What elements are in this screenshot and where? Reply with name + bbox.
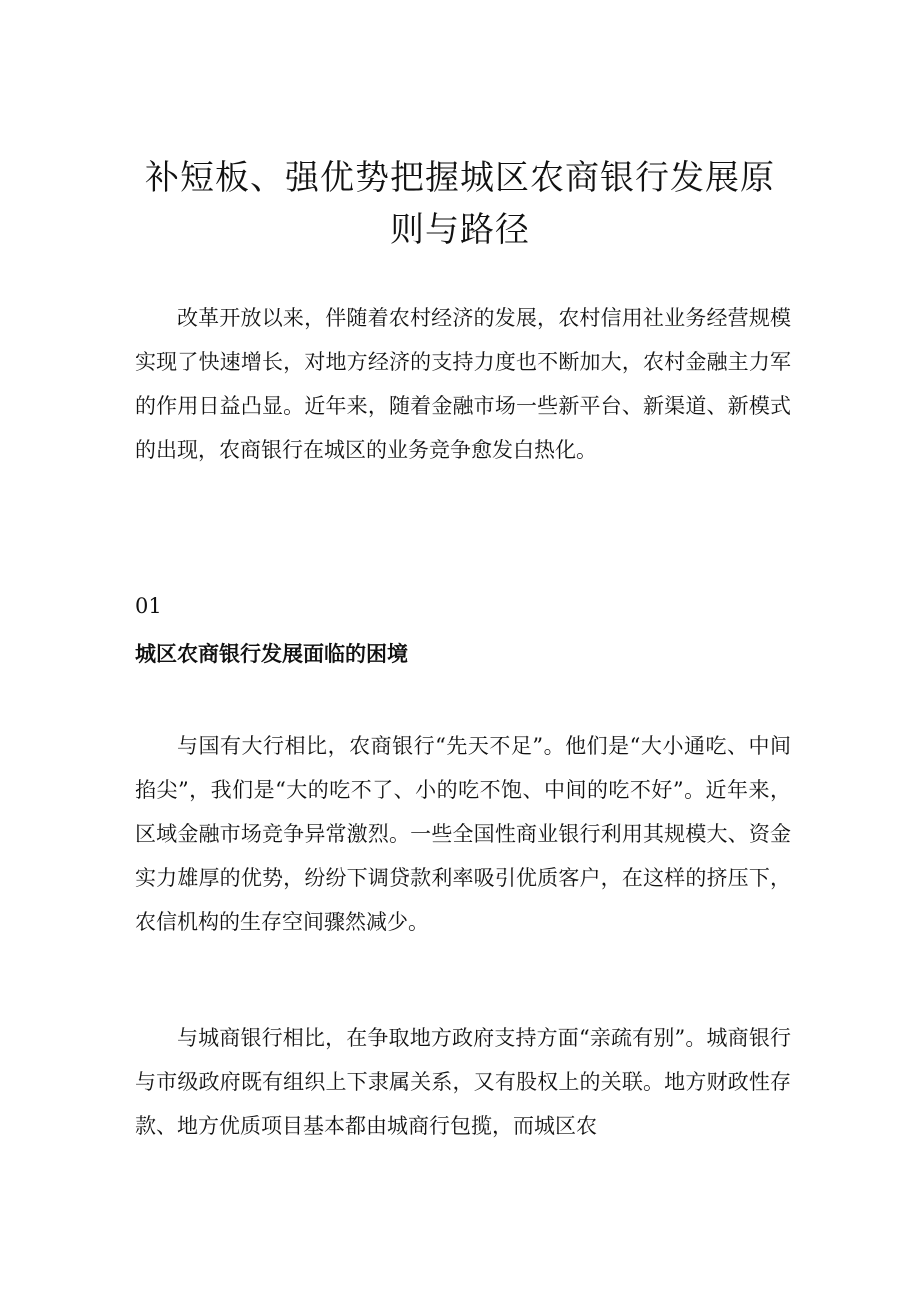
intro-paragraph: 改革开放以来，伴随着农村经济的发展，农村信用社业务经营规模实现了快速增长，对地方经济的支持力度也不断加大，农村金融主力军的作用日益凸显。近年来，随着金融市场一些新平台、新渠道、新模式的出现，农商银行在城区的业务竞争愈发白热化。 bbox=[135, 306, 791, 462]
body-paragraph: 与城商银行相比，在争取地方政府支持方面“亲疏有别”。城商银行与市级政府既有组织上下隶属关系，又有股权上的关联。地方财政性存款、地方优质项目基本都由城商行包揽，而城区农 bbox=[135, 1026, 791, 1138]
section-number: 01 bbox=[135, 594, 162, 618]
body-paragraph: 与国有大行相比，农商银行“先天不足”。他们是“大小通吃、中间掐尖”，我们是“大的吃不了、小的吃不饱、中间的吃不好”。近年来，区域金融市场竞争异常激烈。一些全国性商业银行利用其规模大、资金实力雄厚的优势，纷纷下调贷款利率吸引优质客户，在这样的挤压下，农信机构的生存空间骤然减少。 bbox=[135, 734, 791, 934]
section-heading: 城区农商银行发展面临的困境 bbox=[135, 642, 408, 666]
document-title: 补短板、强优势把握城区农商银行发展原则与路径 bbox=[145, 158, 775, 250]
